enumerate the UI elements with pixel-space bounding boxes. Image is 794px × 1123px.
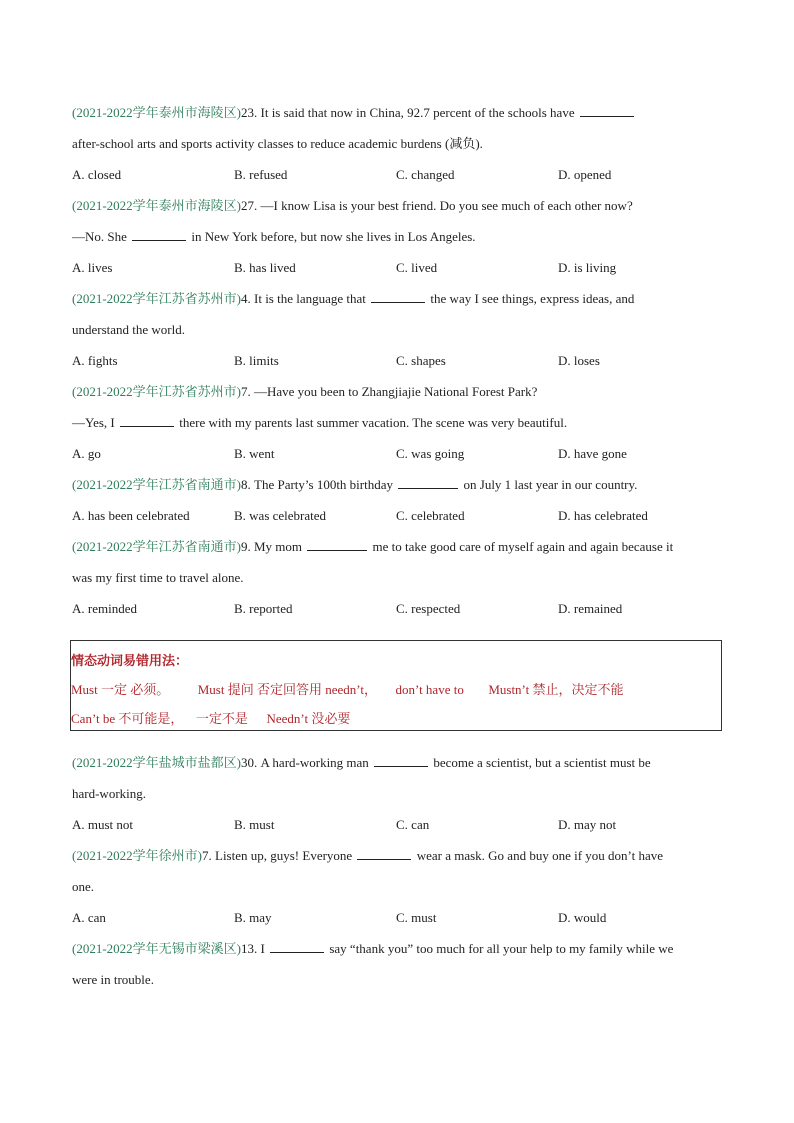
question-line — [72, 562, 722, 593]
option-row — [72, 809, 722, 840]
answer-blank — [371, 301, 425, 303]
option-a: A. must not — [72, 817, 134, 832]
answer-blank — [374, 765, 428, 767]
question-text: 7. —Have you been to Zhangjiajie National Forest Park? — [241, 384, 538, 399]
question-text: 4. It is the language that — [241, 291, 366, 306]
question-line — [72, 314, 722, 345]
question-text: say “thank you” too much for all your help to my family while we — [329, 941, 674, 956]
answer-blank — [132, 239, 186, 241]
option-c: C. respected — [396, 601, 461, 616]
option-row — [72, 345, 722, 376]
option-d: D. is living — [558, 260, 617, 275]
question-text: after-school arts and sports activity classes to reduce academic burdens (减负). — [72, 136, 483, 151]
option-c: C. can — [396, 817, 430, 832]
question-line — [72, 778, 722, 809]
question-text: become a scientist, but a scientist must be — [433, 755, 651, 770]
note-item: Needn’t 没必要 — [266, 711, 351, 726]
option-d: D. may not — [558, 817, 617, 832]
option-b: B. refused — [234, 167, 288, 182]
option-d: D. opened — [558, 167, 612, 182]
question-line — [72, 747, 722, 778]
question-text: 27. —I know Lisa is your best friend. Do you see much of each other now? — [241, 198, 633, 213]
option-b: B. has lived — [234, 260, 296, 275]
note-item: Mustn’t 禁止，决定不能 — [488, 682, 624, 697]
question-text: 30. A hard-working man — [241, 755, 369, 770]
option-c: C. lived — [396, 260, 438, 275]
option-b: B. went — [234, 446, 275, 461]
question-line — [72, 221, 722, 252]
option-row — [72, 438, 722, 469]
note-item: don’t have to — [395, 682, 464, 697]
answer-blank — [120, 425, 174, 427]
question-line — [72, 840, 722, 871]
option-row — [72, 252, 722, 283]
answer-blank — [580, 115, 634, 117]
question-line — [72, 128, 722, 159]
question-text: the way I see things, express ideas, and — [430, 291, 635, 306]
option-b: B. was celebrated — [234, 508, 327, 523]
question-source: (2021-2022学年江苏省南通市) — [72, 539, 241, 554]
option-c: C. celebrated — [396, 508, 465, 523]
question-line — [72, 871, 722, 902]
option-d: D. would — [558, 910, 607, 925]
question-source: (2021-2022学年泰州市海陵区) — [72, 198, 241, 213]
question-text: wear a mask. Go and buy one if you don’t have — [416, 848, 664, 863]
question-text: on July 1 last year in our country. — [463, 477, 638, 492]
question-text: 13. I — [241, 941, 265, 956]
question-source: (2021-2022学年江苏省南通市) — [72, 477, 241, 492]
question-line — [72, 964, 722, 995]
option-b: B. must — [234, 817, 275, 832]
question-text: were in trouble. — [72, 972, 154, 987]
question-text: 23. It is said that now in China, 92.7 percent of the schools have — [241, 105, 575, 120]
question-text: there with my parents last summer vacation. The scene was very beautiful. — [179, 415, 568, 430]
question-text: —Yes, I — [72, 415, 115, 430]
note-line — [71, 674, 721, 703]
question-text: me to take good care of myself again and again because it — [372, 539, 674, 554]
question-text: 9. My mom — [241, 539, 303, 554]
option-a: A. reminded — [72, 601, 137, 616]
question-text: was my first time to travel alone. — [72, 570, 244, 585]
question-text: 7. Listen up, guys! Everyone — [202, 848, 353, 863]
note-item: Can’t be 不可能是， — [71, 711, 184, 726]
note-item: Must 提问 否定回答用 needn’t， — [197, 682, 377, 697]
note-item: 一定不是 — [195, 711, 248, 726]
question-text: 8. The Party’s 100th birthday — [241, 477, 394, 492]
question-text: understand the world. — [72, 322, 186, 337]
option-d: D. loses — [558, 353, 600, 368]
question-line — [72, 469, 722, 500]
question-text: hard-working. — [72, 786, 147, 801]
option-a: A. lives — [72, 260, 113, 275]
question-line — [72, 407, 722, 438]
option-row — [72, 593, 722, 624]
grammar-note-box — [70, 640, 722, 731]
question-line — [72, 376, 722, 407]
note-line — [71, 703, 721, 732]
option-d: D. have gone — [558, 446, 627, 461]
option-d: D. remained — [558, 601, 623, 616]
question-source: (2021-2022学年徐州市) — [72, 848, 202, 863]
option-c: C. was going — [396, 446, 465, 461]
question-text: —No. She — [72, 229, 127, 244]
answer-blank — [398, 487, 458, 489]
option-a: A. fights — [72, 353, 118, 368]
option-c: C. changed — [396, 167, 455, 182]
answer-blank — [357, 858, 411, 860]
option-row — [72, 902, 722, 933]
question-text: in New York before, but now she lives in Los Angeles. — [191, 229, 476, 244]
option-c: C. shapes — [396, 353, 446, 368]
answer-blank — [270, 951, 324, 953]
content — [72, 97, 722, 995]
question-line — [72, 933, 722, 964]
option-a: A. closed — [72, 167, 122, 182]
question-line — [72, 190, 722, 221]
question-source: (2021-2022学年无锡市梁溪区) — [72, 941, 241, 956]
question-line — [72, 97, 722, 128]
note-title: 情态动词易错用法： — [71, 653, 189, 668]
question-line — [72, 531, 722, 562]
option-a: A. can — [72, 910, 106, 925]
answer-blank — [307, 549, 367, 551]
question-line — [72, 283, 722, 314]
option-c: C. must — [396, 910, 437, 925]
question-source: (2021-2022学年泰州市海陵区) — [72, 105, 241, 120]
note-item: Must 一定 必须。 — [71, 682, 170, 697]
option-b: B. may — [234, 910, 272, 925]
option-a: A. go — [72, 446, 101, 461]
option-row — [72, 159, 722, 190]
question-source: (2021-2022学年江苏省苏州市) — [72, 291, 241, 306]
option-b: B. reported — [234, 601, 293, 616]
option-row — [72, 500, 722, 531]
option-d: D. has celebrated — [558, 508, 648, 523]
option-b: B. limits — [234, 353, 279, 368]
option-a: A. has been celebrated — [72, 508, 190, 523]
question-source: (2021-2022学年江苏省苏州市) — [72, 384, 241, 399]
question-text: one. — [72, 879, 95, 894]
question-source: (2021-2022学年盐城市盐都区) — [72, 755, 241, 770]
